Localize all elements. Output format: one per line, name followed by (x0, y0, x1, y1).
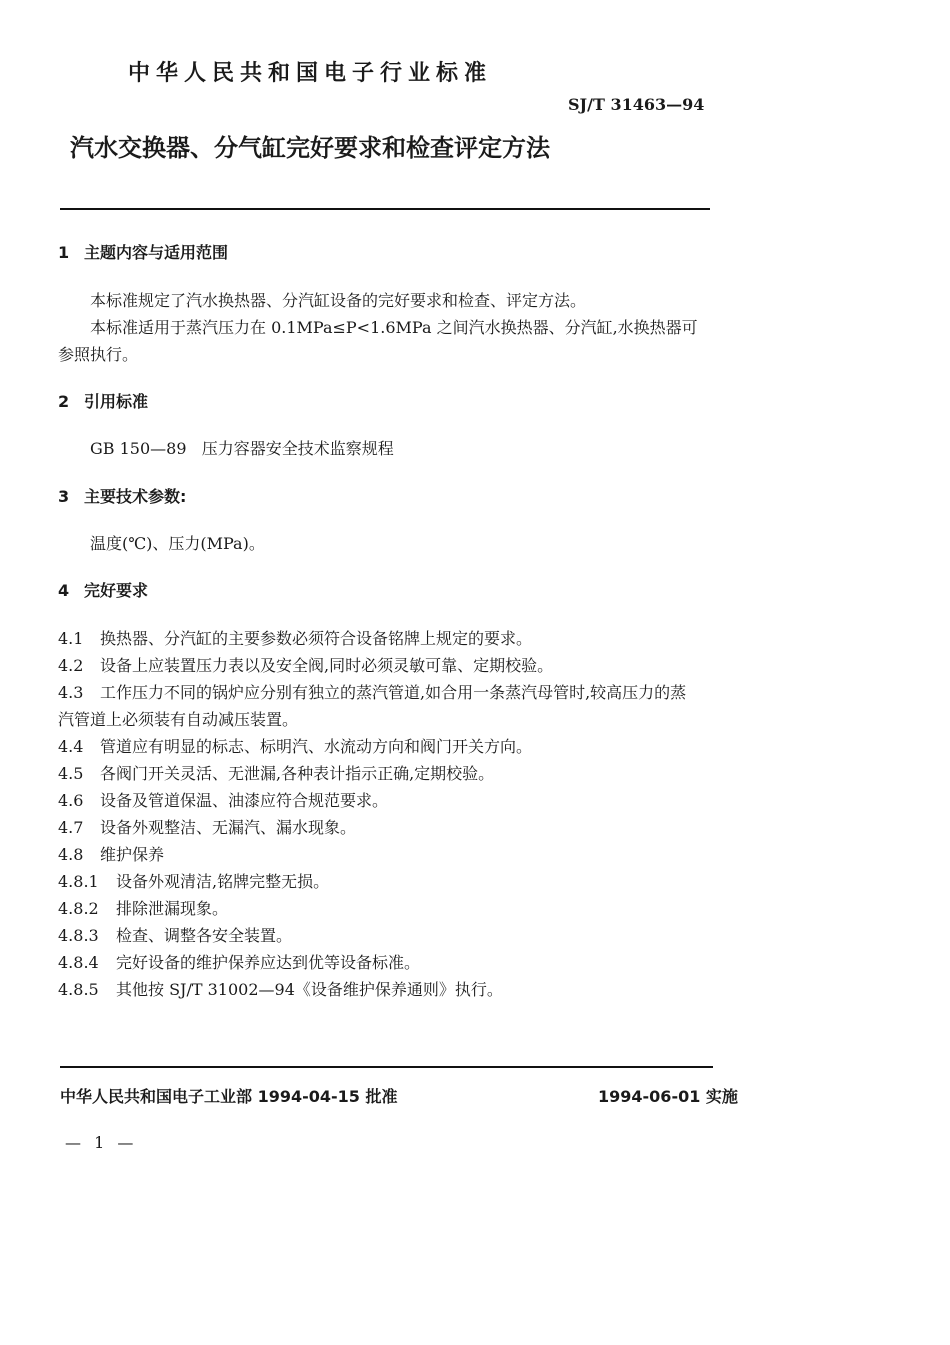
standard-code: SJ/T 31463—94 (568, 95, 705, 114)
approval-line: 中华人民共和国电子工业部 1994-04-15 批准 (60, 1087, 398, 1106)
list-item (58, 653, 553, 676)
list-item (58, 977, 503, 1000)
page-number: — 1 — (65, 1133, 138, 1152)
list-item (58, 950, 420, 973)
item-text: 检查、调整各安全装置。 (116, 926, 293, 945)
list-item (58, 923, 292, 946)
reference-title: 压力容器安全技术监察规程 (201, 439, 394, 458)
list-item (58, 788, 388, 811)
section-heading-4 (58, 578, 148, 601)
s1-paragraph-2-line-2: 参照执行。 (58, 345, 139, 364)
item-text: 维护保养 (100, 845, 165, 864)
list-item (58, 680, 686, 703)
section-number: 4 (58, 581, 70, 600)
list-item-continuation (58, 707, 298, 730)
list-item (58, 896, 228, 919)
item-text: 汽管道上必须装有自动减压装置。 (58, 710, 299, 729)
section-title: 主题内容与适用范围 (84, 243, 229, 262)
list-item (58, 734, 532, 757)
list-item (58, 815, 356, 838)
item-text: 换热器、分汽缸的主要参数必须符合设备铭牌上规定的要求。 (100, 629, 533, 648)
header-rule (60, 208, 710, 210)
item-text: 其他按 SJ/T 31002—94《设备维护保养通则》执行。 (116, 980, 503, 999)
reference-standard (90, 436, 394, 459)
item-number: 4.6 (58, 791, 84, 810)
org-title: 中华人民共和国电子行业标准 (128, 61, 493, 86)
item-number: 4.1 (58, 629, 84, 648)
section-title: 引用标准 (84, 392, 149, 411)
section-heading-2 (58, 389, 148, 412)
list-item (58, 761, 494, 784)
s1-paragraph-2-line-1: 本标准适用于蒸汽压力在 0.1MPa≤P<1.6MPa 之间汽水换热器、分汽缸,水换热器可 (90, 318, 698, 337)
item-text: 设备外观清洁,铭牌完整无损。 (116, 872, 330, 891)
item-number: 4.5 (58, 764, 84, 783)
item-number: 4.8.3 (58, 926, 99, 945)
s1-paragraph-1: 本标准规定了汽水换热器、分汽缸设备的完好要求和检查、评定方法。 (90, 291, 587, 310)
item-text: 设备外观整洁、无漏汽、漏水现象。 (100, 818, 357, 837)
item-number: 4.8.1 (58, 872, 99, 891)
reference-code: GB 150—89 (90, 439, 187, 458)
item-text: 设备及管道保温、油漆应符合规范要求。 (100, 791, 389, 810)
section-title: 主要技术参数: (84, 487, 187, 506)
item-number: 4.8.5 (58, 980, 99, 999)
item-number: 4.7 (58, 818, 84, 837)
document-title: 汽水交换器、分气缸完好要求和检查评定方法 (70, 134, 550, 162)
item-text: 管道应有明显的标志、标明汽、水流动方向和阀门开关方向。 (100, 737, 533, 756)
section-number: 2 (58, 392, 70, 411)
section-title: 完好要求 (84, 581, 149, 600)
item-number: 4.8 (58, 845, 84, 864)
item-number: 4.8.2 (58, 899, 99, 918)
item-number: 4.3 (58, 683, 84, 702)
section-heading-1 (58, 240, 228, 263)
section-number: 3 (58, 487, 70, 506)
item-number: 4.4 (58, 737, 84, 756)
parameters-text: 温度(℃)、压力(MPa)。 (90, 534, 265, 553)
item-text: 工作压力不同的锅炉应分别有独立的蒸汽管道,如合用一条蒸汽母管时,较高压力的蒸 (100, 683, 687, 702)
item-text: 完好设备的维护保养应达到优等设备标准。 (116, 953, 421, 972)
section-number: 1 (58, 243, 70, 262)
footer-rule (60, 1066, 713, 1068)
effective-date: 1994-06-01 实施 (598, 1087, 738, 1106)
list-item (58, 842, 164, 865)
item-text: 各阀门开关灵活、无泄漏,各种表计指示正确,定期校验。 (100, 764, 495, 783)
item-number: 4.2 (58, 656, 84, 675)
item-number: 4.8.4 (58, 953, 99, 972)
item-text: 排除泄漏现象。 (116, 899, 229, 918)
item-text: 设备上应装置压力表以及安全阀,同时必须灵敏可靠、定期校验。 (100, 656, 554, 675)
list-item (58, 869, 329, 892)
list-item (58, 626, 532, 649)
section-heading-3 (58, 484, 186, 507)
